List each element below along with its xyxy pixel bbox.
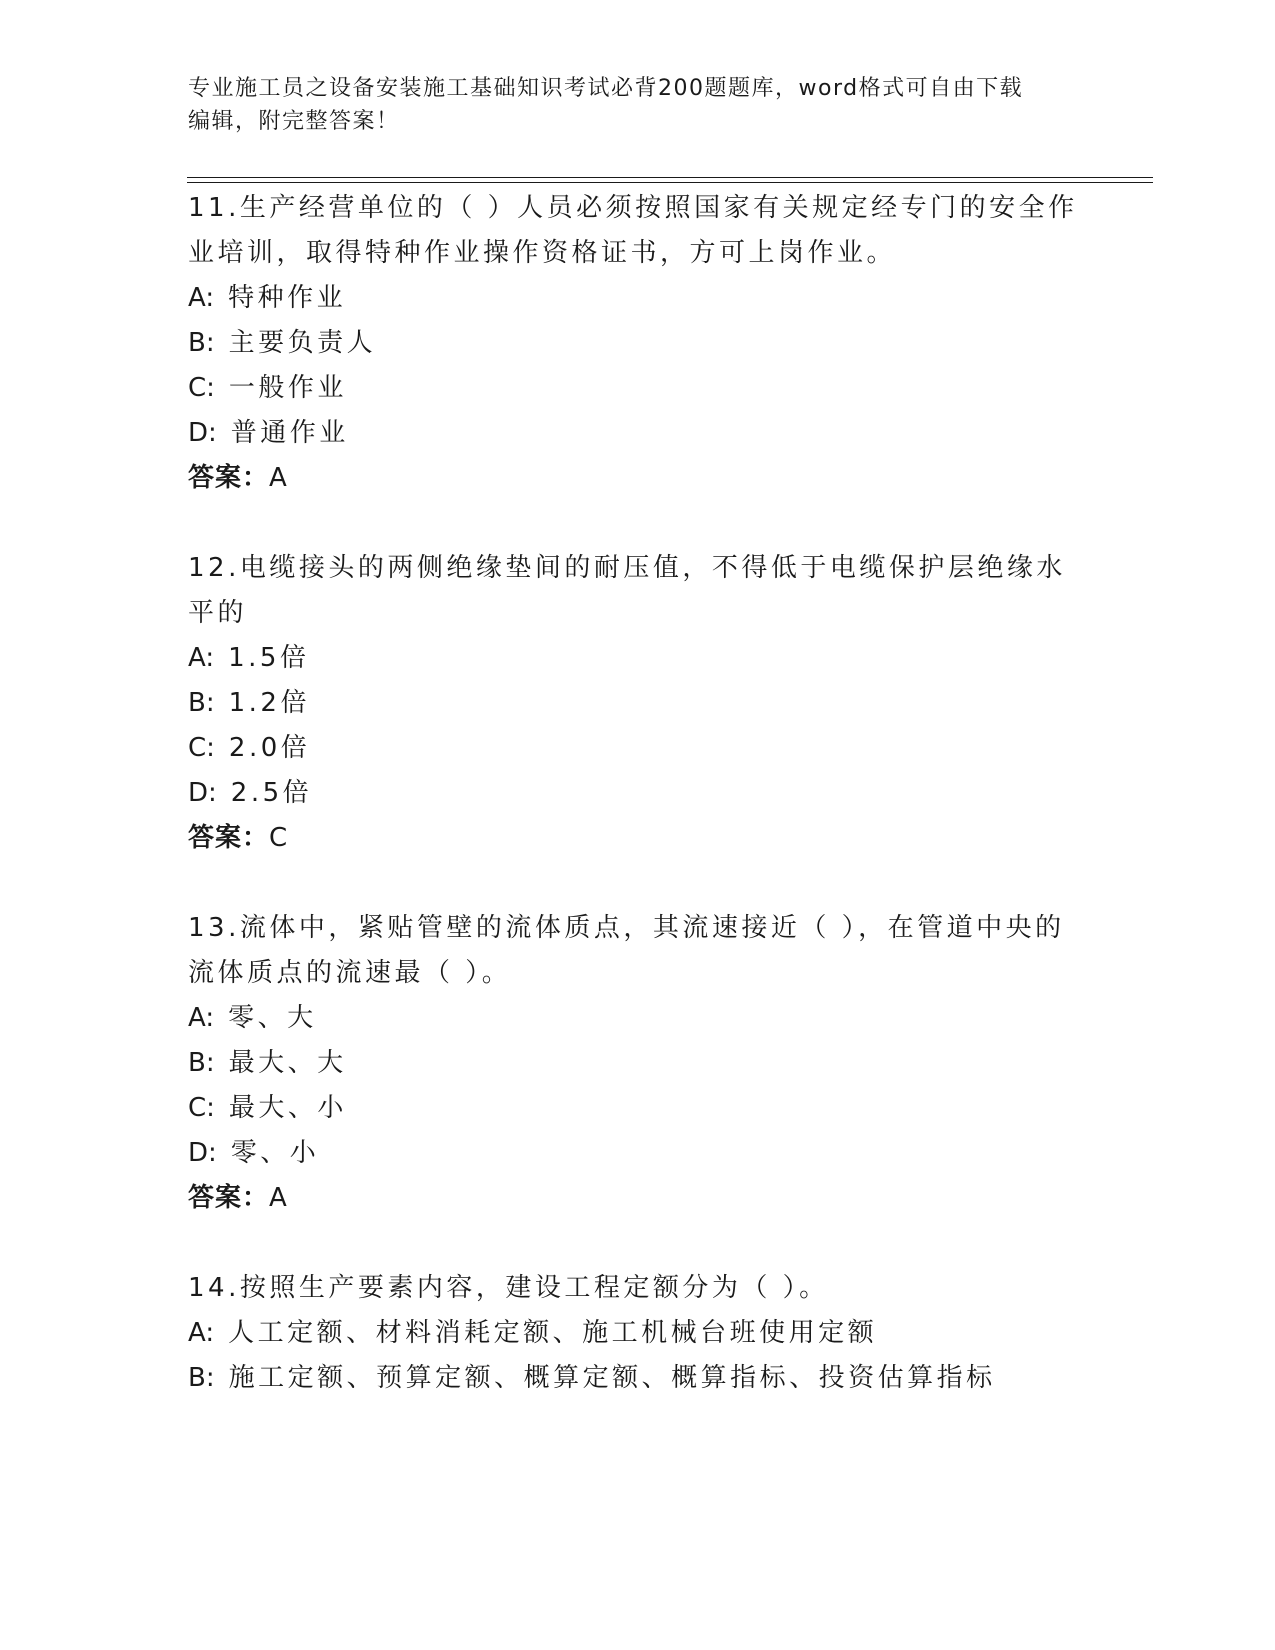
option-key: B: xyxy=(188,328,215,358)
option-c xyxy=(188,366,1088,411)
header-line-2: 编辑，附完整答案！ xyxy=(188,109,400,134)
option-b xyxy=(188,681,1088,726)
option-d xyxy=(188,411,1088,456)
option-text: 1.2倍 xyxy=(228,688,310,718)
question-stem: 14.按照生产要素内容，建设工程定额分为（ ）。 xyxy=(188,1273,829,1303)
header-divider-bottom xyxy=(187,182,1153,183)
option-text: 一般作业 xyxy=(228,373,347,403)
answer-line xyxy=(188,456,1088,501)
header-line-1: 专业施工员之设备安装施工基础知识考试必背200题题库，word格式可自由下载 xyxy=(188,76,1024,101)
option-text: 施工定额、预算定额、概算定额、概算指标、投资估算指标 xyxy=(228,1363,996,1393)
option-key: C: xyxy=(188,373,215,403)
option-text: 最大、小 xyxy=(228,1093,347,1123)
option-text: 主要负责人 xyxy=(228,328,377,358)
question-13 xyxy=(188,906,1088,1221)
option-a xyxy=(188,996,1088,1041)
option-a xyxy=(188,276,1088,321)
option-key: D: xyxy=(188,778,217,808)
header-divider-top xyxy=(187,177,1153,178)
document-header xyxy=(188,72,1068,138)
option-text: 2.5倍 xyxy=(230,778,313,808)
option-text: 零、小 xyxy=(230,1138,320,1168)
option-b xyxy=(188,1041,1088,1086)
option-key: B: xyxy=(188,688,215,718)
answer-label: 答案： xyxy=(188,1183,270,1213)
question-14 xyxy=(188,1266,1088,1401)
question-stem: 11.生产经营单位的（ ）人员必须按照国家有关规定经专门的安全作业培训，取得特种作业操作资格证书，方可上岗作业。 xyxy=(188,193,1078,268)
question-11 xyxy=(188,186,1088,501)
answer-value: C xyxy=(269,823,289,853)
option-text: 普通作业 xyxy=(230,418,349,448)
option-a xyxy=(188,636,1088,681)
answer-line xyxy=(188,1176,1088,1221)
option-b xyxy=(188,1356,1088,1401)
option-b xyxy=(188,321,1088,366)
option-text: 人工定额、材料消耗定额、施工机械台班使用定额 xyxy=(228,1318,878,1348)
option-key: A: xyxy=(188,643,215,673)
answer-value: A xyxy=(269,463,288,493)
option-key: B: xyxy=(188,1048,215,1078)
answer-label: 答案： xyxy=(188,823,270,853)
option-key: A: xyxy=(188,1003,215,1033)
question-stem: 13.流体中，紧贴管壁的流体质点，其流速接近（ ），在管道中央的流体质点的流速最（ ）。 xyxy=(188,913,1065,988)
option-a xyxy=(188,1311,1088,1356)
option-key: A: xyxy=(188,1318,215,1348)
option-text: 特种作业 xyxy=(228,283,347,313)
option-text: 最大、大 xyxy=(228,1048,347,1078)
option-key: C: xyxy=(188,1093,215,1123)
option-key: D: xyxy=(188,418,217,448)
option-d xyxy=(188,1131,1088,1176)
option-text: 零、大 xyxy=(228,1003,317,1033)
answer-line xyxy=(188,816,1088,861)
answer-label: 答案： xyxy=(188,463,270,493)
option-c xyxy=(188,1086,1088,1131)
option-key: B: xyxy=(188,1363,215,1393)
question-stem: 12.电缆接头的两侧绝缘垫间的耐压值，不得低于电缆保护层绝缘水平的 xyxy=(188,553,1066,628)
option-c xyxy=(188,726,1088,771)
option-d xyxy=(188,771,1088,816)
option-text: 1.5倍 xyxy=(228,643,310,673)
option-key: C: xyxy=(188,733,215,763)
option-key: A: xyxy=(188,283,215,313)
answer-value: A xyxy=(269,1183,288,1213)
question-12 xyxy=(188,546,1088,861)
option-text: 2.0倍 xyxy=(228,733,311,763)
option-key: D: xyxy=(188,1138,217,1168)
